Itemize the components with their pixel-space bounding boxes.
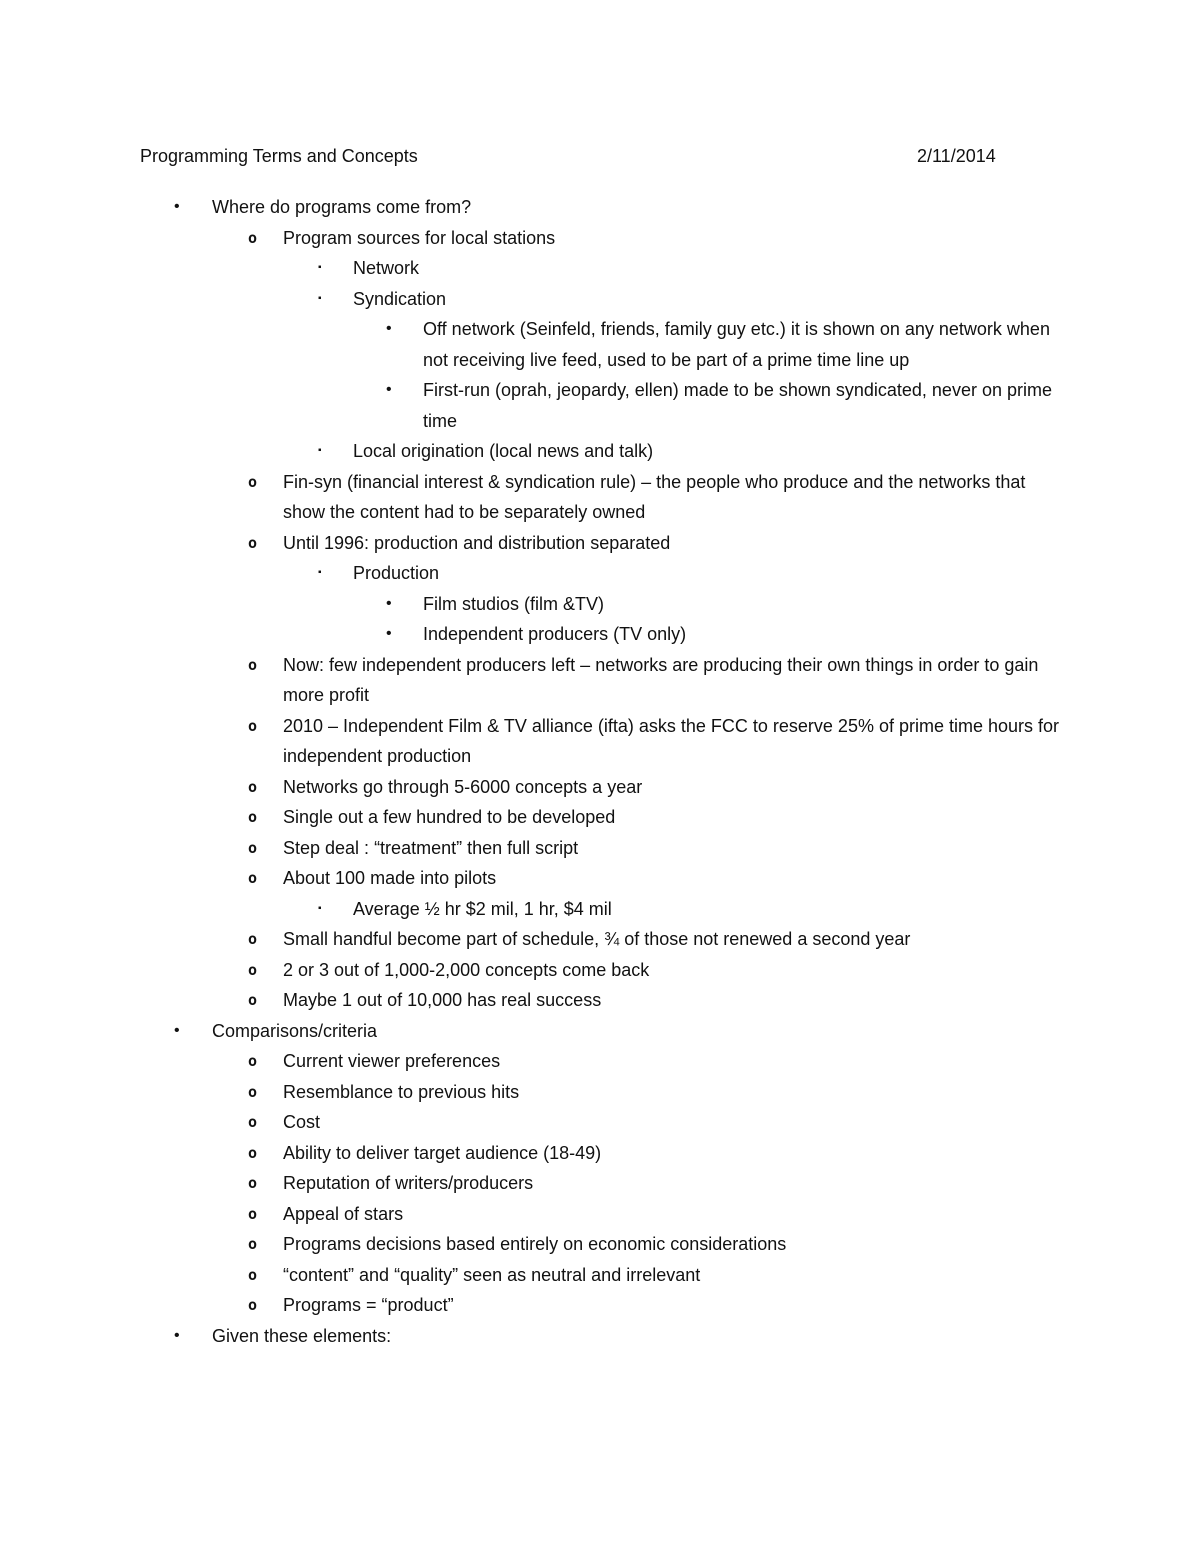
bullet-marker: o <box>248 838 258 857</box>
bullet-marker: ▪ <box>318 262 322 273</box>
bullet-marker: ▪ <box>318 902 322 914</box>
outline-item-level-2 <box>0 1199 1063 1230</box>
outline-item-level-2 <box>0 1290 1063 1321</box>
bullet-marker: o <box>248 1296 258 1314</box>
outline-item-level-2 <box>0 863 1063 894</box>
bullet-marker: • <box>174 198 180 215</box>
notes-outline <box>0 192 1200 1351</box>
outline-item-level-1 <box>0 192 1072 223</box>
outline-item-text: Comparisons/criteria <box>212 1020 378 1041</box>
outline-item-level-2 <box>0 1260 1063 1291</box>
outline-item-text: Maybe 1 out of 10,000 has real success <box>283 990 602 1010</box>
outline-item-level-3 <box>0 436 1053 467</box>
bullet-marker: o <box>248 1052 258 1070</box>
outline-item-level-1 <box>0 1016 1072 1047</box>
bullet-marker: ▪ <box>318 445 322 456</box>
outline-item-text: Networks go through 5-6000 concepts a year <box>283 776 643 797</box>
bullet-marker: o <box>248 472 258 491</box>
bullet-marker: o <box>248 716 258 735</box>
outline-item-text: Cost <box>283 1112 321 1132</box>
bullet-marker: • <box>174 1326 180 1344</box>
outline-item-level-2 <box>0 528 1063 559</box>
outline-item-level-2 <box>0 802 1063 833</box>
outline-item-text: Ability to deliver target audience (18-49) <box>283 1142 602 1163</box>
outline-item-text: Program sources for local stations <box>283 227 556 248</box>
outline-item-level-3 <box>0 894 1053 925</box>
outline-item-text: Fin-syn (financial interest & syndication rule) – the people who produce and the networks that show the content had to be separately owned <box>283 471 1026 522</box>
bullet-marker: o <box>248 930 258 948</box>
outline-item-text: Independent producers (TV only) <box>423 624 687 644</box>
outline-item-level-3 <box>0 284 1053 315</box>
outline-item-level-2 <box>0 1138 1063 1169</box>
outline-item-text: Off network (Seinfeld, friends, family guy etc.) it is shown on any network when not receiving live feed, used to be part of a prime time line up <box>423 319 1050 370</box>
outline-item-level-2 <box>0 833 1063 864</box>
outline-item-level-2 <box>0 1046 1063 1077</box>
bullet-marker: o <box>248 1204 258 1223</box>
bullet-marker: ▪ <box>318 292 322 304</box>
bullet-marker: o <box>248 1265 258 1284</box>
outline-item-text: Now: few independent producers left – networks are producing their own things in order to gain more profit <box>283 654 1039 705</box>
bullet-marker: o <box>248 991 258 1009</box>
outline-item-level-4 <box>0 619 1063 650</box>
outline-item-level-2 <box>0 985 1063 1016</box>
outline-item-text: Network <box>353 258 420 278</box>
outline-item-level-2 <box>0 772 1063 803</box>
bullet-marker: • <box>386 381 392 398</box>
outline-item-text: Production <box>353 563 440 583</box>
bullet-marker: o <box>248 960 258 979</box>
outline-item-level-2 <box>0 955 1063 986</box>
outline-item-level-2 <box>0 711 1063 772</box>
outline-item-text: About 100 made into pilots <box>283 868 497 888</box>
bullet-marker: o <box>248 1143 258 1162</box>
outline-item-text: Step deal : “treatment” then full script <box>283 837 579 858</box>
outline-item-text: Film studios (film &TV) <box>423 593 605 614</box>
outline-item-text: Where do programs come from? <box>212 197 472 217</box>
outline-item-text: Small handful become part of schedule, ¾ of those not renewed a second year <box>283 929 911 949</box>
outline-item-text: Programs decisions based entirely on economic considerations <box>283 1234 787 1254</box>
bullet-marker: • <box>174 1021 180 1039</box>
bullet-marker: o <box>248 655 258 674</box>
outline-item-text: “content” and “quality” seen as neutral and irrelevant <box>283 1264 701 1285</box>
outline-item-text: 2010 – Independent Film & TV alliance (ifta) asks the FCC to reserve 25% of prime time hours for independent production <box>283 715 1060 766</box>
bullet-marker: o <box>248 228 258 247</box>
outline-item-level-3 <box>0 558 1053 589</box>
bullet-marker: o <box>248 1174 258 1192</box>
bullet-marker: o <box>248 777 258 796</box>
outline-item-text: Syndication <box>353 288 447 309</box>
page-date: 2/11/2014 <box>917 146 996 166</box>
outline-item-level-4 <box>0 314 1063 375</box>
outline-item-level-2 <box>0 1168 1063 1199</box>
bullet-marker: o <box>248 808 258 826</box>
outline-item-text: Reputation of writers/producers <box>283 1173 534 1193</box>
outline-item-text: Local origination (local news and talk) <box>353 441 654 461</box>
outline-item-level-3 <box>0 253 1053 284</box>
outline-item-text: Until 1996: production and distribution separated <box>283 532 671 553</box>
outline-item-text: Single out a few hundred to be developed <box>283 807 616 827</box>
bullet-marker: • <box>386 320 392 337</box>
outline-item-text: Programs = “product” <box>283 1295 454 1315</box>
bullet-marker: • <box>386 625 392 642</box>
outline-item-level-4 <box>0 589 1063 620</box>
outline-item-text: Resemblance to previous hits <box>283 1081 520 1102</box>
outline-item-level-2 <box>0 223 1063 254</box>
outline-item-text: First-run (oprah, jeopardy, ellen) made to be shown syndicated, never on prime time <box>423 380 1052 431</box>
outline-item-level-2 <box>0 924 1063 955</box>
outline-item-level-1 <box>0 1321 1072 1352</box>
outline-item-text: 2 or 3 out of 1,000-2,000 concepts come back <box>283 959 650 980</box>
bullet-marker: • <box>386 594 392 612</box>
outline-item-level-2 <box>0 650 1063 711</box>
outline-item-level-2 <box>0 467 1063 528</box>
page-title: Programming Terms and Concepts <box>140 146 418 166</box>
outline-item-level-2 <box>0 1077 1063 1108</box>
bullet-marker: o <box>248 869 258 887</box>
bullet-marker: o <box>248 1235 258 1253</box>
bullet-marker: o <box>248 1113 258 1131</box>
outline-item-level-2 <box>0 1229 1063 1260</box>
bullet-marker: o <box>248 533 258 552</box>
outline-item-text: Appeal of stars <box>283 1203 404 1224</box>
bullet-marker: ▪ <box>318 567 322 578</box>
outline-item-text: Average ½ hr $2 mil, 1 hr, $4 mil <box>353 898 612 919</box>
outline-item-level-2 <box>0 1107 1063 1138</box>
outline-item-text: Given these elements: <box>212 1325 392 1346</box>
bullet-marker: o <box>248 1082 258 1101</box>
outline-item-text: Current viewer preferences <box>283 1051 501 1071</box>
outline-item-level-4 <box>0 375 1063 436</box>
